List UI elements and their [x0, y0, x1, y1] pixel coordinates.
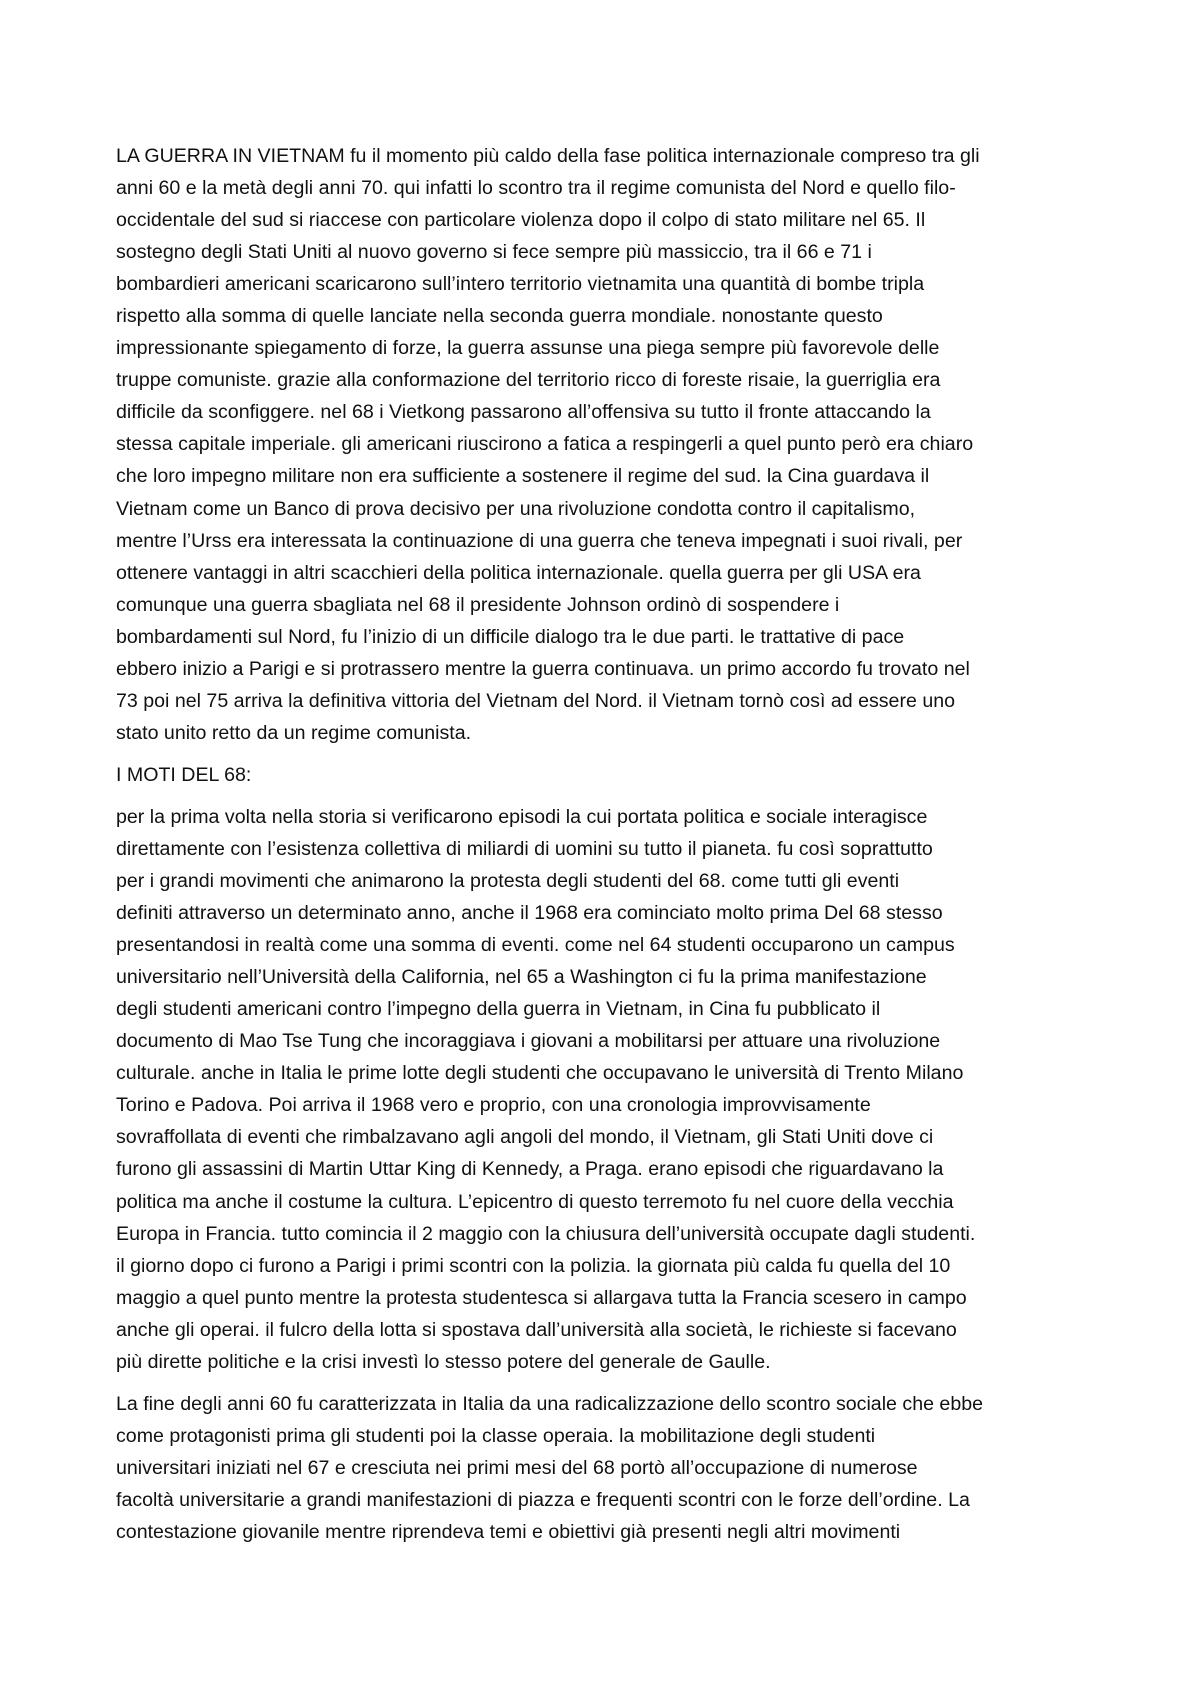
text-line: universitario nell’Università della California, nel 65 a Washington ci fu la prima manifestazione: [116, 966, 927, 989]
text-line: comunque una guerra sbagliata nel 68 il presidente Johnson ordinò di sospendere i: [116, 593, 840, 616]
text-line: Europa in Francia. tutto comincia il 2 maggio con la chiusura dell’università occupate dagli studenti.: [116, 1222, 976, 1245]
text-line: per la prima volta nella storia si verificarono episodi la cui portata politica e sociale interagisce: [116, 805, 928, 828]
text-line: difficile da sconfiggere. nel 68 i Vietkong passarono all’offensiva su tutto il fronte attaccando la: [116, 401, 931, 424]
text-line: che loro impegno militare non era sufficiente a sostenere il regime del sud. la Cina guardava il: [116, 465, 930, 488]
text-line: degli studenti americani contro l’impegno della guerra in Vietnam, in Cina fu pubblicato il: [116, 998, 881, 1021]
text-line: più dirette politiche e la crisi investì lo stesso potere del generale de Gaulle.: [116, 1350, 771, 1373]
text-line: culturale. anche in Italia le prime lotte degli studenti che occupavano le università di Trento Milano: [116, 1062, 964, 1085]
paragraph-italy-60s: [116, 1388, 1096, 1548]
section-heading-moti-68: [116, 759, 1096, 791]
paragraph-moti-68: [116, 801, 1096, 1378]
text-line: definiti attraverso un determinato anno, anche il 1968 era cominciato molto prima Del 68 stesso: [116, 902, 943, 925]
paragraph-spacing: [116, 791, 1096, 801]
text-line: per i grandi movimenti che animarono la protesta degli studenti del 68. come tutti gli eventi: [116, 870, 900, 893]
text-line: documento di Mao Tse Tung che incoraggiava i giovani a mobilitarsi per attuare una rivoluzione: [116, 1030, 941, 1053]
text-line: facoltà universitarie a grandi manifestazioni di piazza e frequenti scontri con le forze dell’ordine. La: [116, 1488, 970, 1511]
text-line: 73 poi nel 75 arriva la definitiva vittoria del Vietnam del Nord. il Vietnam tornò così ad essere uno: [116, 689, 956, 712]
text-line: stessa capitale imperiale. gli americani riuscirono a fatica a respingerli a quel punto però era chiaro: [116, 433, 974, 456]
text-line: ottenere vantaggi in altri scacchieri della politica internazionale. quella guerra per gli USA era: [116, 561, 921, 584]
paragraph-vietnam-war: [116, 140, 1096, 749]
text-line: Vietnam come un Banco di prova decisivo per una rivoluzione condotta contro il capitalismo,: [116, 497, 916, 520]
text-line: politica ma anche il costume la cultura. L’epicentro di questo terremoto fu nel cuore della vecchia: [116, 1190, 954, 1213]
text-line: sovraffollata di eventi che rimbalzavano agli angoli del mondo, il Vietnam, gli Stati Uniti dove ci: [116, 1126, 934, 1149]
text-line: bombardamenti sul Nord, fu l’inizio di un difficile dialogo tra le due parti. le trattative di pace: [116, 625, 905, 648]
text-line: anni 60 e la metà degli anni 70. qui infatti lo scontro tra il regime comunista del Nord e quello filo-: [116, 177, 956, 200]
text-line: anche gli operai. il fulcro della lotta si spostava dall’università alla società, le richieste si facevano: [116, 1318, 957, 1341]
paragraph-spacing: [116, 1378, 1096, 1388]
text-line: presentandosi in realtà come una somma di eventi. come nel 64 studenti occuparono un campus: [116, 934, 955, 957]
paragraph-spacing: [116, 749, 1096, 759]
text-line: rispetto alla somma di quelle lanciate nella seconda guerra mondiale. nonostante questo: [116, 305, 883, 328]
text-line: contestazione giovanile mentre riprendeva temi e obiettivi già presenti negli altri movimenti: [116, 1520, 901, 1543]
text-line: il giorno dopo ci furono a Parigi i primi scontri con la polizia. la giornata più calda fu quella del 10: [116, 1254, 951, 1277]
text-line: truppe comuniste. grazie alla conformazione del territorio ricco di foreste risaie, la guerriglia era: [116, 369, 941, 392]
text-line: stato unito retto da un regime comunista.: [116, 721, 472, 744]
text-line: La fine degli anni 60 fu caratterizzata in Italia da una radicalizzazione dello scontro sociale che ebbe: [116, 1392, 984, 1415]
text-line: furono gli assassini di Martin Uttar King di Kennedy, a Praga. erano episodi che riguardavano la: [116, 1158, 944, 1181]
text-line: come protagonisti prima gli studenti poi la classe operaia. la mobilitazione degli studenti: [116, 1424, 876, 1447]
heading-text: I MOTI DEL 68:: [116, 763, 252, 786]
text-line: bombardieri americani scaricarono sull’intero territorio vietnamita una quantità di bombe tripla: [116, 273, 925, 296]
text-line: Torino e Padova. Poi arriva il 1968 vero e proprio, con una cronologia improvvisamente: [116, 1094, 871, 1117]
text-line: ebbero inizio a Parigi e si protrassero mentre la guerra continuava. un primo accordo fu trovato nel: [116, 657, 970, 680]
text-line: sostegno degli Stati Uniti al nuovo governo si fece sempre più massiccio, tra il 66 e 71 i: [116, 241, 872, 264]
text-line: mentre l’Urss era interessata la continuazione di una guerra che teneva impegnati i suoi rivali, per: [116, 529, 963, 552]
text-line: impressionante spiegamento di forze, la guerra assunse una piega sempre più favorevole delle: [116, 337, 940, 360]
text-line: LA GUERRA IN VIETNAM fu il momento più caldo della fase politica internazionale compreso tra gli: [116, 145, 980, 167]
text-line: maggio a quel punto mentre la protesta studentesca si allargava tutta la Francia scesero in campo: [116, 1286, 967, 1309]
text-line: universitari iniziati nel 67 e cresciuta nei primi mesi del 68 portò all’occupazione di numerose: [116, 1456, 918, 1479]
document-body: [116, 140, 1096, 1548]
text-line: occidentale del sud si riaccese con particolare violenza dopo il colpo di stato militare nel 65. Il: [116, 209, 926, 232]
text-line: direttamente con l’esistenza collettiva di miliardi di uomini su tutto il pianeta. fu così soprattutto: [116, 837, 933, 860]
